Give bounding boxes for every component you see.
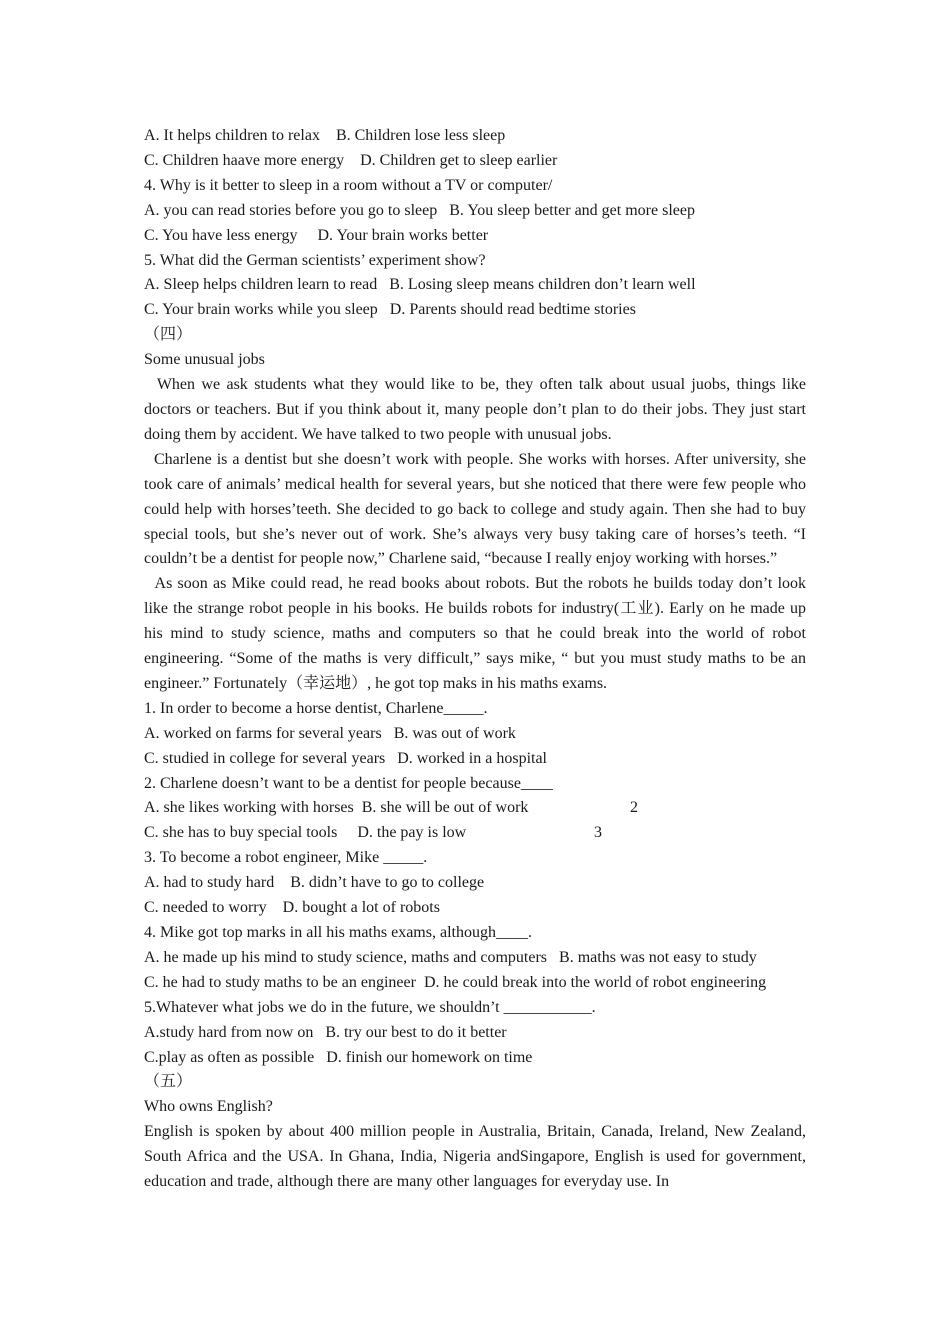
s4-q1-options-cd: C. studied in college for several years D. worked in a hospital <box>144 749 547 767</box>
s3-q3-options-cd: C. Children haave more energy D. Children get to sleep earlier <box>144 151 558 169</box>
s4-q3: 3. To become a robot engineer, Mike _____. <box>144 849 428 867</box>
s4-q5: 5.Whatever what jobs we do in the future, we shouldn’t ___________. <box>144 998 596 1016</box>
s4-q2: 2. Charlene doesn’t want to be a dentist for people because____ <box>144 774 553 792</box>
s4-q2-options-cd: C. she has to buy special tools D. the pay is low <box>144 824 467 842</box>
s3-q4-options-ab: A. you can read stories before you go to sleep B. You sleep better and get more sleep <box>144 201 695 219</box>
s3-q4: 4. Why is it better to sleep in a room without a TV or computer/ <box>144 176 553 194</box>
s4-q3-options-cd: C. needed to worry D. bought a lot of robots <box>144 899 440 917</box>
section4-paragraph-3: As soon as Mike could read, he read books about robots. But the robots he builds today don’t look like the strange robot people in his books. He builds robots for industry(工业). Early on he made up his mind to study science, maths and computers so that he could break into the world of robot engineering. “Some of the maths is very difficult,” says mike, “ but you must study maths to be an engineer.” Fortunately（幸运地）, he got top maks in his maths exams. <box>144 575 811 692</box>
section4-paragraph-1: When we ask students what they would like to be, they often talk about usual juobs, things like doctors or teachers. But if you think about it, many people don’t plan to do their jobs. They just start doing them by accident. We have talked to two people with unusual jobs. <box>144 376 810 443</box>
s4-q2-options-ab: A. she likes working with horses B. she will be out of work <box>144 799 529 817</box>
s4-q1-options-ab: A. worked on farms for several years B. was out of work <box>144 724 516 742</box>
section5-label: （五） <box>144 1073 193 1091</box>
s4-q2-options-cd-row <box>144 821 806 846</box>
s4-q4: 4. Mike got top marks in all his maths exams, although____. <box>144 924 532 941</box>
s4-q3-options-ab: A. had to study hard B. didn’t have to go to college <box>144 874 485 892</box>
s4-q5-options-ab: A.study hard from now on B. try our best to do it better <box>144 1023 507 1041</box>
s3-q5-options-cd: C. Your brain works while you sleep D. Parents should read bedtime stories <box>144 301 636 319</box>
marginal-number-2: 2 <box>630 799 638 817</box>
s3-q5-options-ab: A. Sleep helps children learn to read B. Losing sleep means children don’t learn well <box>144 276 696 294</box>
s4-q2-options-ab-row <box>144 796 806 821</box>
s3-q3-options-ab: A. It helps children to relax B. Children lose less sleep <box>144 127 506 144</box>
section4-title: Some unusual jobs <box>144 351 265 369</box>
s4-q4-options-cd: C. he had to study maths to be an engineer D. he could break into the world of robot engineering <box>144 973 767 991</box>
s4-q4-options-ab: A. he made up his mind to study science, maths and computers B. maths was not easy to study <box>144 948 757 966</box>
s4-q5-options-cd: C.play as often as possible D. finish our homework on time <box>144 1048 533 1066</box>
document-page <box>144 124 811 1195</box>
marginal-number-3: 3 <box>594 824 602 842</box>
s3-q5: 5. What did the German scientists’ experiment show? <box>144 251 486 269</box>
section4-paragraph-2: Charlene is a dentist but she doesn’t work with people. She works with horses. After university, she took care of animals’ medical health for several years, but she noticed that there were few people who could help with horses’teeth. She decided to go back to college and study again. Then she had to buy special tools, but she’s never out of work. She’s always very busy taking care of horses’s teeth. “I couldn’t be a dentist for people now,” Charlene said, “because I really enjoy working with horses.” <box>144 450 811 568</box>
section4-label: （四） <box>144 326 193 344</box>
section5-title: Who owns English? <box>144 1098 273 1116</box>
s4-q1: 1. In order to become a horse dentist, Charlene_____. <box>144 699 488 717</box>
s3-q4-options-cd: C. You have less energy D. Your brain works better <box>144 226 489 244</box>
section5-paragraph: English is spoken by about 400 million people in Australia, Britain, Canada, Ireland, New Zealand, South Africa and the USA. In Ghana, India, Nigeria andSingapore, English is used for government, education and trade, although there are many other languages for everyday use. In <box>144 1123 806 1191</box>
